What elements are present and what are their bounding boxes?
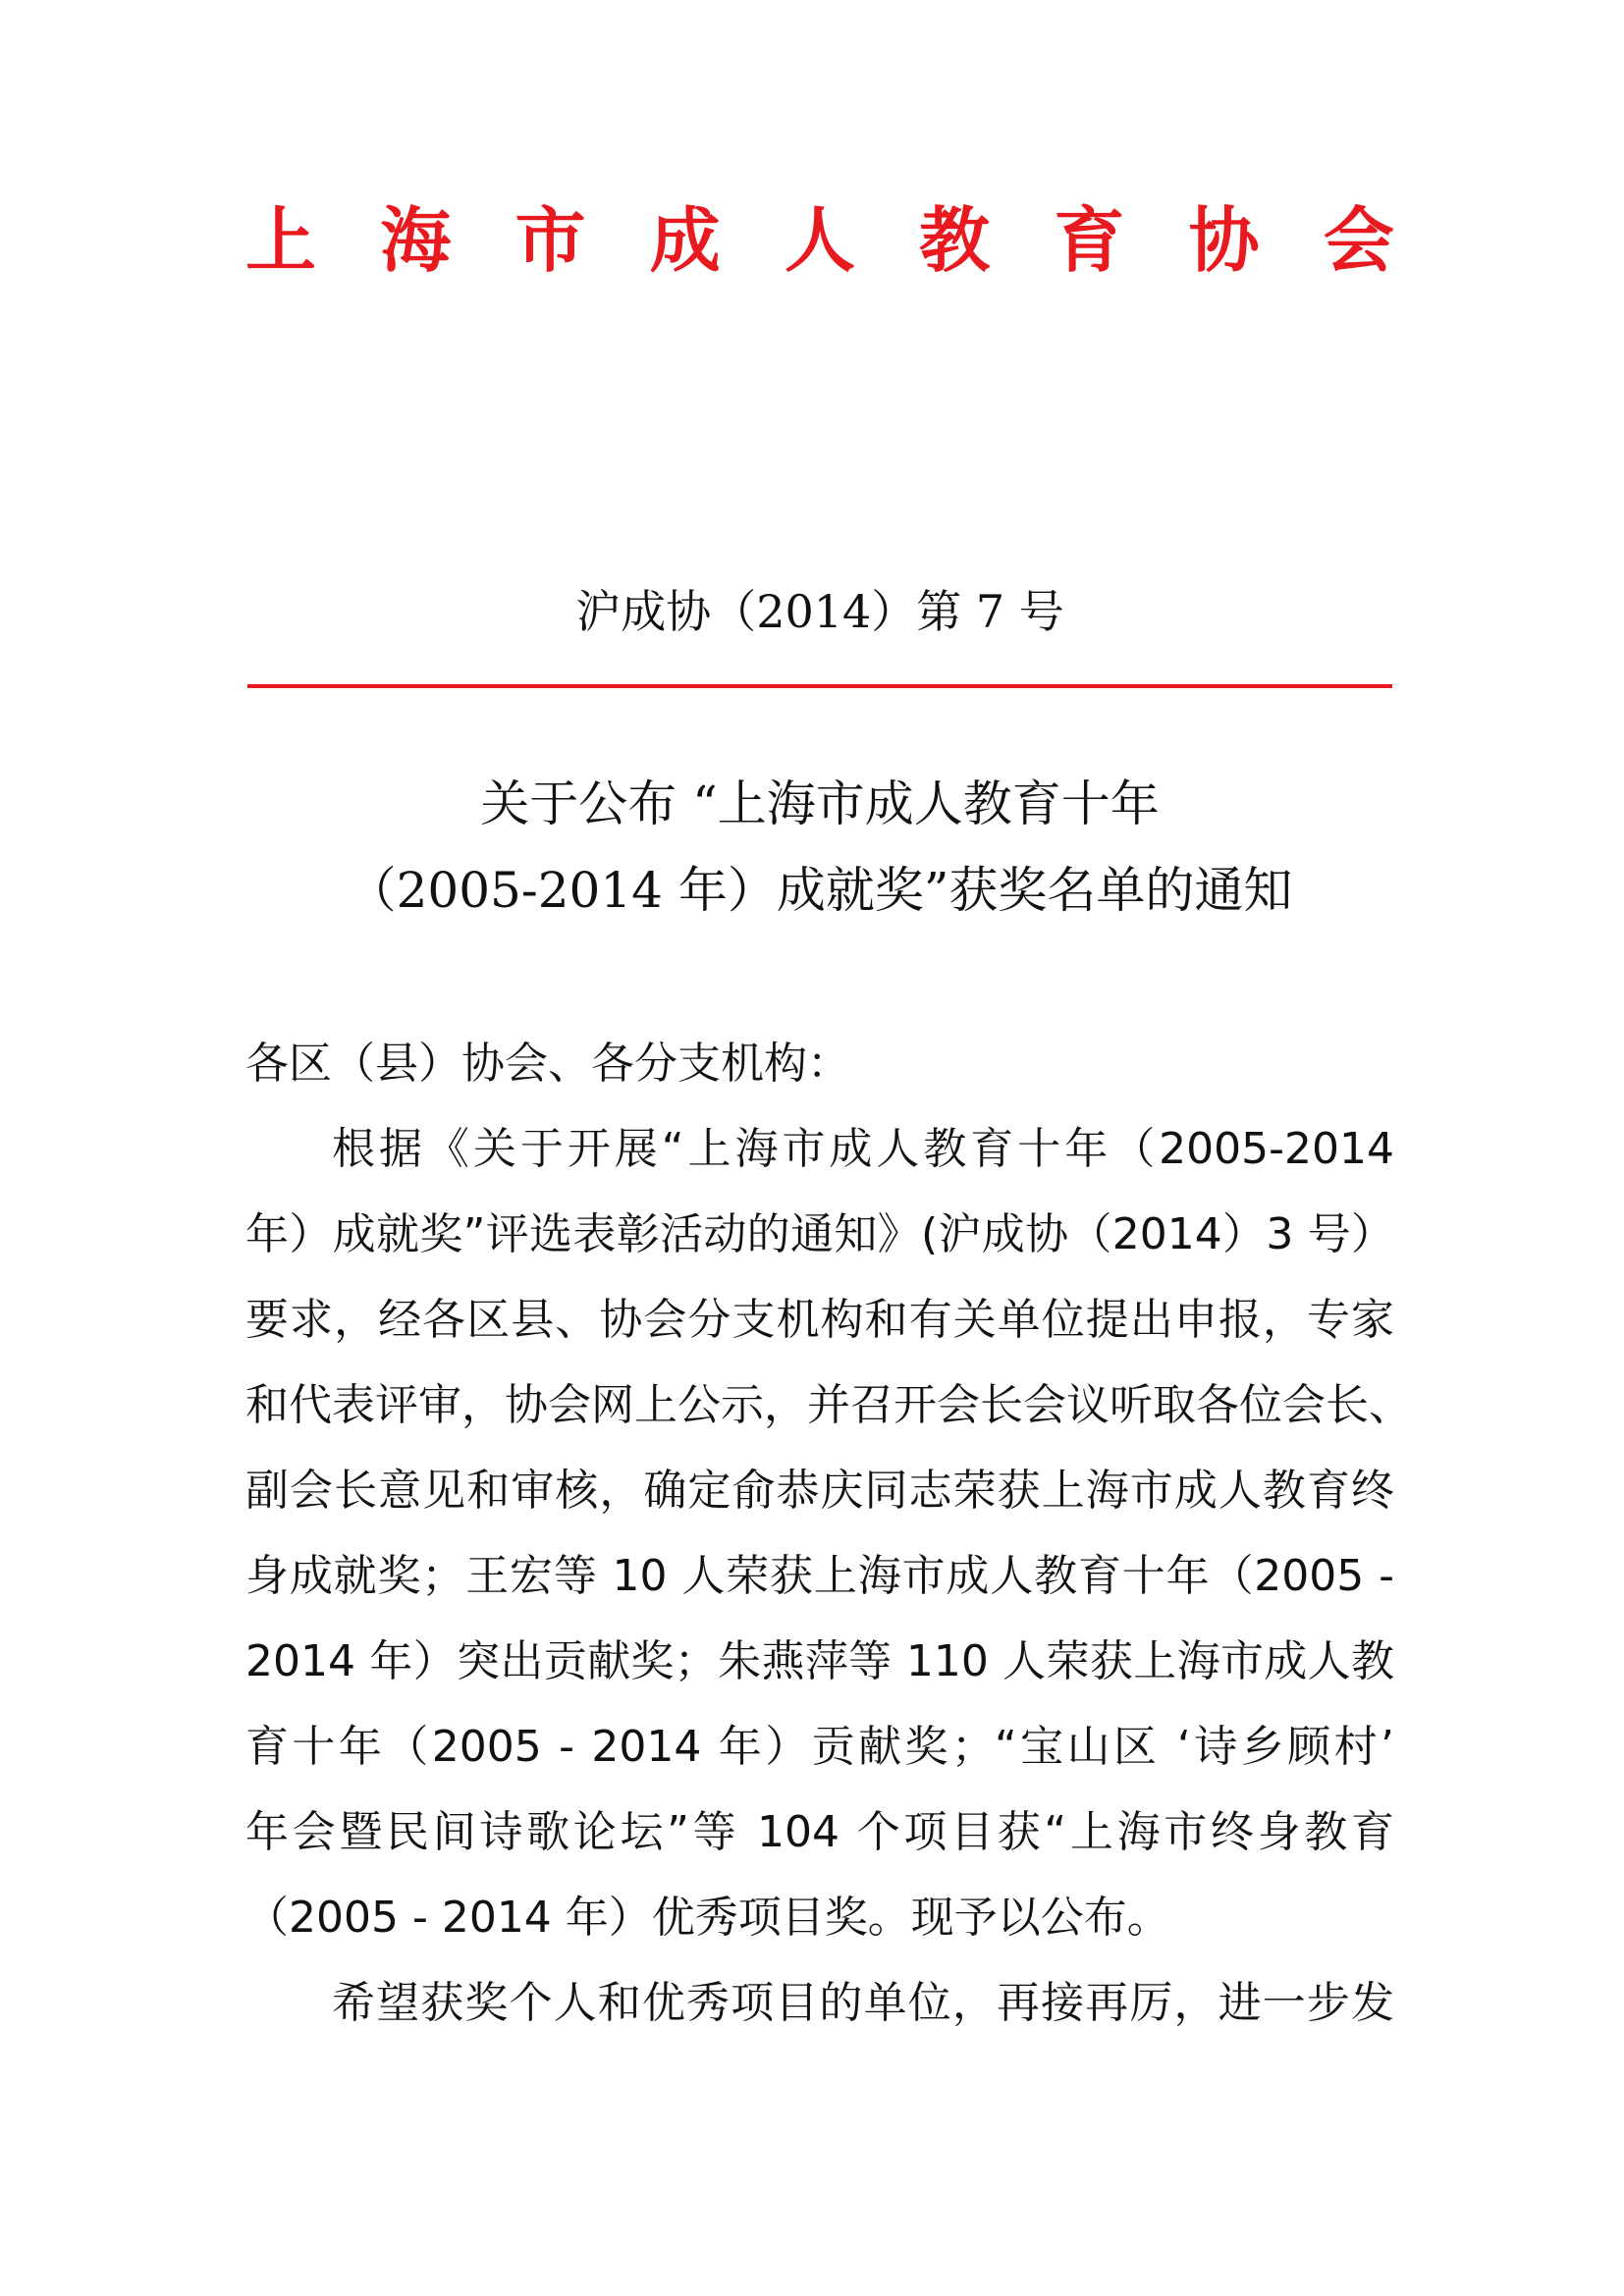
body-line: 年）成就奖”评选表彰活动的通知》(沪成协（2014）3 号） xyxy=(245,1209,1394,1259)
body-line: 育十年（2005 - 2014 年）贡献奖；“宝山区 ‘诗乡顾村’ xyxy=(245,1722,1394,1772)
header-char: 协 xyxy=(1188,198,1260,282)
header-char: 成 xyxy=(649,198,721,282)
body-line: 根据《关于开展“上海市成人教育十年（2005-2014 xyxy=(332,1124,1394,1174)
body-line: 身成就奖；王宏等 10 人荣获上海市成人教育十年（2005 - xyxy=(245,1551,1394,1601)
header-char: 会 xyxy=(1323,198,1394,282)
body-line: 和代表评审，协会网上公示，并召开会长会议听取各位会长、 xyxy=(245,1380,1412,1430)
header-char: 教 xyxy=(919,198,991,282)
header-char: 上 xyxy=(245,198,317,282)
body-line: 2014 年）突出贡献奖；朱燕萍等 110 人荣获上海市成人教 xyxy=(245,1636,1394,1686)
header-char: 人 xyxy=(784,198,855,282)
notice-title xyxy=(245,761,1394,934)
document-number: 沪成协（2014）第 7 号 xyxy=(575,585,1064,638)
body-line: 要求，经各区县、协会分支机构和有关单位提出申报，专家 xyxy=(245,1295,1394,1345)
issuer-header xyxy=(245,196,1394,285)
body-line: 希望获奖个人和优秀项目的单位，再接再厉，进一步发 xyxy=(332,1978,1394,2028)
notice-body xyxy=(245,1021,1412,2046)
body-line: 副会长意见和审核，确定俞恭庆同志荣获上海市成人教育终 xyxy=(245,1466,1394,1516)
notice-title-line-2: （2005-2014 年）成就奖”获奖名单的通知 xyxy=(347,862,1293,919)
salutation: 各区（县）协会、各分支机构： xyxy=(245,1039,850,1089)
notice-title-line-1: 关于公布 “上海市成人教育十年 xyxy=(480,775,1160,832)
body-line: （2005 - 2014 年）优秀项目奖。现予以公布。 xyxy=(245,1893,1170,1943)
header-char: 海 xyxy=(380,198,452,282)
red-divider-line xyxy=(247,684,1392,688)
body-line: 年会暨民间诗歌论坛”等 104 个项目获“上海市终身教育 xyxy=(245,1807,1394,1857)
header-char: 市 xyxy=(514,198,586,282)
header-char: 育 xyxy=(1054,198,1125,282)
